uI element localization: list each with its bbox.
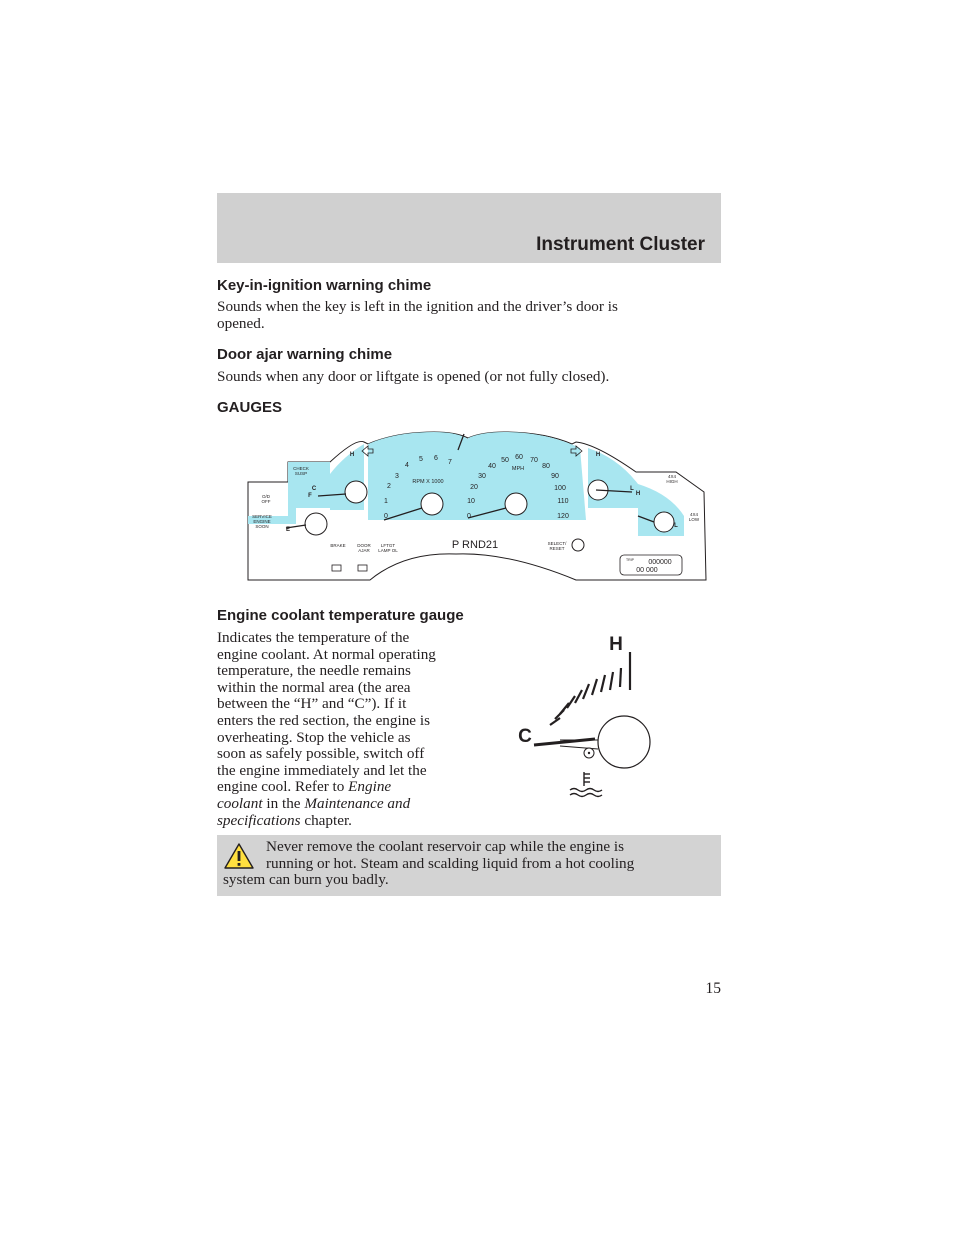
liftgate-line2: LAMP OL bbox=[378, 548, 398, 553]
warning-text: Never remove the coolant reservoir cap while the engine is running or hot. Steam and scalding liquid from a hot cooling system can burn you badly. bbox=[223, 838, 635, 889]
check-susp-line2: SUSP bbox=[294, 471, 308, 476]
svg-text:4X4HIGH bbox=[666, 474, 677, 484]
coolant-c-label: C bbox=[518, 726, 532, 747]
door-ajar-line1: DOOR bbox=[357, 543, 371, 548]
fuel-f-label: F bbox=[308, 493, 312, 499]
paragraph-coolant-gauge: Indicates the temperature of the engine coolant. At normal operating temperature, the needle remains within the normal area (the area between the “H” and “C”). If it enters the red section, the engine is overheating. Stop the vehicle as soon as safely possible, switch off the engine immediately and let the engine cool. Refer to Engine coolant in the Maintenance and specifications chapter. bbox=[217, 629, 436, 829]
svg-text:O/DOFF bbox=[262, 494, 271, 504]
select-reset-button bbox=[572, 539, 584, 551]
speedo-tick-110: 110 bbox=[557, 498, 569, 505]
volt-l-label: L bbox=[630, 486, 634, 492]
select-reset-line1: SELECT/ bbox=[547, 541, 567, 546]
svg-text:4X4LOW bbox=[689, 512, 700, 522]
odometer-digits: 000000 bbox=[648, 559, 672, 566]
paragraph-door-chime: Sounds when any door or liftgate is opened (or not fully closed). bbox=[217, 368, 610, 385]
speedo-tick-10: 10 bbox=[467, 498, 475, 505]
volt-h-label: H bbox=[595, 452, 601, 458]
tach-tick-3: 3 bbox=[395, 473, 399, 480]
four-high-line2: HIGH bbox=[666, 479, 678, 484]
speedo-tick-80: 80 bbox=[542, 463, 550, 470]
heading-key-chime: Key-in-ignition warning chime bbox=[217, 277, 432, 294]
warning-box bbox=[217, 835, 721, 896]
oil-l-label: L bbox=[674, 523, 678, 529]
svg-text:CHECKSUSP bbox=[293, 466, 309, 476]
trip-label: TRIP bbox=[626, 558, 634, 562]
four-low-line2: LOW bbox=[688, 517, 700, 522]
fuel-gauge-hub bbox=[305, 513, 327, 535]
tach-tick-1: 1 bbox=[384, 498, 388, 505]
temp-h-label: H bbox=[349, 452, 355, 458]
fuel-e-label: E bbox=[285, 527, 291, 533]
coolant-gauge-illustration bbox=[510, 628, 660, 798]
speedo-tick-20: 20 bbox=[470, 484, 478, 491]
gear-indicator: P RND21 bbox=[451, 539, 499, 551]
speedo-tick-100: 100 bbox=[554, 485, 566, 492]
speedo-tick-0: 0 bbox=[467, 513, 471, 520]
coolant-h-label: H bbox=[609, 634, 623, 655]
speedo-tick-30: 30 bbox=[478, 473, 486, 480]
tach-tick-6: 6 bbox=[434, 455, 438, 462]
four-high-line1: 4X4 bbox=[667, 474, 677, 479]
tach-unit-label: RPM X 1000 bbox=[412, 479, 444, 485]
heading-door-chime: Door ajar warning chime bbox=[217, 346, 393, 363]
instrument-cluster-illustration bbox=[246, 424, 708, 584]
svg-text:LFTGTLAMP OL bbox=[378, 543, 398, 553]
trip-digits: 00 000 bbox=[636, 567, 658, 574]
battery-indicator-icon bbox=[358, 565, 367, 571]
tach-tick-7: 7 bbox=[448, 459, 452, 466]
od-off-line2: OFF bbox=[261, 499, 271, 504]
paragraph-key-chime: Sounds when the key is left in the ignition and the driver’s door is opened. bbox=[217, 298, 618, 332]
door-ajar-line2: AJAR bbox=[358, 548, 370, 553]
tach-tick-4: 4 bbox=[405, 462, 409, 469]
svg-text:SELECT/RESET bbox=[548, 541, 568, 551]
heading-gauges: GAUGES bbox=[217, 399, 283, 416]
speedo-tick-70: 70 bbox=[530, 457, 538, 464]
check-susp-line1: CHECK bbox=[293, 466, 309, 471]
four-low-line1: 4X4 bbox=[689, 512, 699, 517]
tach-tick-2: 2 bbox=[387, 483, 391, 490]
svg-text:SERVICEENGINESOON bbox=[252, 514, 272, 529]
chapter-header bbox=[217, 193, 721, 263]
liftgate-line1: LFTGT bbox=[380, 543, 396, 548]
svg-text:DOORAJAR bbox=[357, 543, 371, 553]
speedo-unit-label: MPH bbox=[511, 466, 525, 472]
speedo-tick-50: 50 bbox=[501, 457, 509, 464]
page-number: 15 bbox=[705, 980, 721, 997]
tach-tick-0: 0 bbox=[384, 513, 388, 520]
od-off-line1: O/D bbox=[261, 494, 271, 499]
service-engine-line3: SOON bbox=[255, 524, 269, 529]
service-engine-line2: ENGINE bbox=[253, 519, 271, 524]
coolant-gauge-hub bbox=[598, 716, 650, 768]
select-reset-line2: RESET bbox=[549, 546, 565, 551]
speedo-tick-60: 60 bbox=[515, 454, 523, 461]
speedo-tick-120: 120 bbox=[557, 513, 569, 520]
tach-tick-5: 5 bbox=[419, 456, 423, 463]
speedo-tick-90: 90 bbox=[551, 473, 559, 480]
heading-coolant-gauge: Engine coolant temperature gauge bbox=[217, 607, 464, 624]
chapter-title: Instrument Cluster bbox=[536, 234, 705, 255]
oil-gauge-hub bbox=[654, 512, 674, 532]
coolant-thermometer-icon bbox=[570, 772, 602, 797]
temp-c-label: C bbox=[311, 486, 317, 492]
service-engine-line1: SERVICE bbox=[252, 514, 272, 519]
oil-h-label: H bbox=[635, 491, 641, 497]
speedo-tick-40: 40 bbox=[488, 463, 496, 470]
speedo-hub bbox=[505, 493, 527, 515]
brake-label: BRAKE bbox=[330, 543, 346, 548]
tach-hub bbox=[421, 493, 443, 515]
headlamp-indicator-icon bbox=[332, 565, 341, 571]
temp-gauge-hub bbox=[345, 481, 367, 503]
